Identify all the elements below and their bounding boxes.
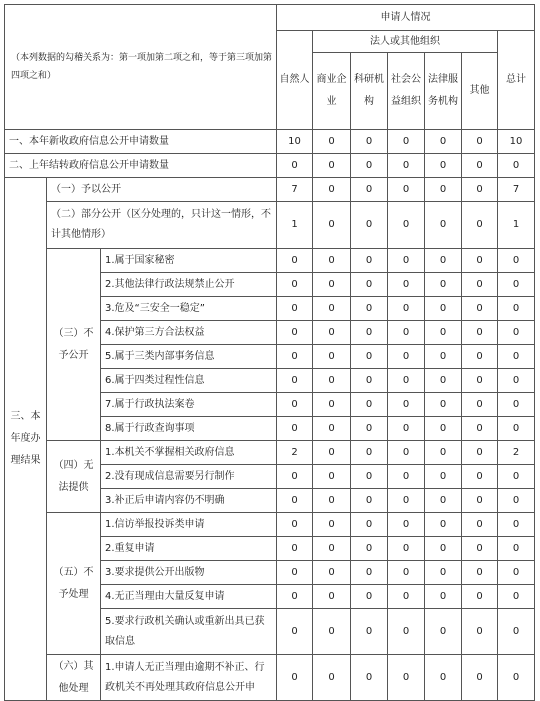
value-cell: 0 <box>277 249 313 273</box>
value-cell: 0 <box>277 321 313 345</box>
value-cell: 0 <box>462 297 498 321</box>
value-cell: 0 <box>277 369 313 393</box>
value-cell: 0 <box>351 489 388 513</box>
value-cell: 0 <box>388 537 425 561</box>
value-cell: 0 <box>351 202 388 249</box>
value-cell: 0 <box>462 441 498 465</box>
legal-group-header: 法人或其他组织 <box>313 31 498 53</box>
value-cell: 0 <box>462 417 498 441</box>
value-cell: 0 <box>498 154 535 178</box>
value-cell: 0 <box>462 489 498 513</box>
value-cell: 0 <box>313 393 351 417</box>
value-cell: 0 <box>351 369 388 393</box>
value-cell: 0 <box>498 273 535 297</box>
value-cell: 0 <box>351 609 388 655</box>
value-cell: 0 <box>313 130 351 154</box>
value-cell: 0 <box>425 441 462 465</box>
value-cell: 0 <box>388 393 425 417</box>
item-label: 4.保护第三方合法权益 <box>101 321 277 345</box>
value-cell: 0 <box>425 345 462 369</box>
value-cell: 0 <box>425 537 462 561</box>
item-label: 1.信访举报投诉类申请 <box>101 513 277 537</box>
applicant-header: 申请人情况 <box>277 5 535 31</box>
value-cell: 0 <box>313 321 351 345</box>
value-cell: 0 <box>388 417 425 441</box>
value-cell: 0 <box>388 655 425 701</box>
value-cell: 0 <box>425 249 462 273</box>
value-cell: 0 <box>388 297 425 321</box>
item-label: 1.申请人无正当理由逾期不补正、行政机关不再处理其政府信息公开申 <box>101 655 277 701</box>
value-cell: 0 <box>425 513 462 537</box>
value-cell: 0 <box>498 655 535 701</box>
value-cell: 0 <box>462 655 498 701</box>
value-cell: 0 <box>351 561 388 585</box>
natural-person-header: 自然人 <box>277 31 313 130</box>
value-cell: 0 <box>351 130 388 154</box>
value-cell: 0 <box>388 441 425 465</box>
value-cell: 0 <box>313 465 351 489</box>
value-cell: 0 <box>351 513 388 537</box>
value-cell: 0 <box>498 609 535 655</box>
value-cell: 0 <box>462 393 498 417</box>
value-cell: 0 <box>498 489 535 513</box>
item-label: 3.危及“三安全一稳定” <box>101 297 277 321</box>
value-cell: 0 <box>313 154 351 178</box>
value-cell: 0 <box>498 393 535 417</box>
value-cell: 0 <box>388 249 425 273</box>
value-cell: 0 <box>388 609 425 655</box>
item-label: 5.属于三类内部事务信息 <box>101 345 277 369</box>
value-cell: 0 <box>351 297 388 321</box>
commercial-header: 商业企业 <box>313 53 351 130</box>
value-cell: 0 <box>425 321 462 345</box>
value-cell: 0 <box>462 273 498 297</box>
value-cell: 0 <box>462 585 498 609</box>
item-label: 2.其他法律行政法规禁止公开 <box>101 273 277 297</box>
value-cell: 0 <box>351 154 388 178</box>
value-cell: 0 <box>277 393 313 417</box>
row-partial-public-label: （二）部分公开（区分处理的，只计这一情形，不计其他情形） <box>47 202 277 249</box>
item-label: 3.要求提供公开出版物 <box>101 561 277 585</box>
item-label: 2.没有现成信息需要另行制作 <box>101 465 277 489</box>
value-cell: 0 <box>277 154 313 178</box>
value-cell: 0 <box>277 345 313 369</box>
group-other-processing-label: （六）其他处理 <box>47 655 101 701</box>
value-cell: 0 <box>498 321 535 345</box>
value-cell: 0 <box>351 393 388 417</box>
legal-service-header: 法律服务机构 <box>425 53 462 130</box>
row-public-label: （一）予以公开 <box>47 178 277 202</box>
item-label: 1.本机关不掌握相关政府信息 <box>101 441 277 465</box>
value-cell: 0 <box>498 297 535 321</box>
value-cell: 0 <box>388 585 425 609</box>
value-cell: 0 <box>425 369 462 393</box>
value-cell: 0 <box>425 273 462 297</box>
value-cell: 0 <box>351 465 388 489</box>
value-cell: 0 <box>313 178 351 202</box>
value-cell: 10 <box>277 130 313 154</box>
gov-info-disclosure-table <box>4 4 535 701</box>
value-cell: 0 <box>277 273 313 297</box>
item-label: 3.补正后申请内容仍不明确 <box>101 489 277 513</box>
item-label: 1.属于国家秘密 <box>101 249 277 273</box>
value-cell: 0 <box>425 585 462 609</box>
value-cell: 0 <box>462 345 498 369</box>
value-cell: 0 <box>462 369 498 393</box>
value-cell: 0 <box>351 417 388 441</box>
value-cell: 0 <box>388 489 425 513</box>
item-label: 5.要求行政机关确认或重新出具已获取信息 <box>101 609 277 655</box>
item-label: 7.属于行政执法案卷 <box>101 393 277 417</box>
value-cell: 0 <box>388 465 425 489</box>
value-cell: 0 <box>277 489 313 513</box>
row-new-requests-label: 一、本年新收政府信息公开申请数量 <box>5 130 277 154</box>
value-cell: 0 <box>388 561 425 585</box>
value-cell: 7 <box>498 178 535 202</box>
value-cell: 0 <box>425 465 462 489</box>
value-cell: 0 <box>462 321 498 345</box>
value-cell: 0 <box>313 273 351 297</box>
value-cell: 0 <box>388 273 425 297</box>
table-note: （本列数据的勾稽关系为：第一项加第二项之和，等于第三项加第四项之和） <box>5 5 277 130</box>
value-cell: 0 <box>313 369 351 393</box>
value-cell: 0 <box>388 369 425 393</box>
value-cell: 0 <box>351 655 388 701</box>
value-cell: 0 <box>313 249 351 273</box>
value-cell: 2 <box>498 441 535 465</box>
value-cell: 0 <box>313 655 351 701</box>
value-cell: 0 <box>462 537 498 561</box>
value-cell: 0 <box>277 465 313 489</box>
value-cell: 0 <box>313 585 351 609</box>
value-cell: 0 <box>277 417 313 441</box>
value-cell: 0 <box>313 202 351 249</box>
value-cell: 0 <box>462 154 498 178</box>
value-cell: 0 <box>462 465 498 489</box>
value-cell: 0 <box>277 609 313 655</box>
value-cell: 0 <box>388 154 425 178</box>
value-cell: 0 <box>351 273 388 297</box>
value-cell: 0 <box>498 369 535 393</box>
research-header: 科研机构 <box>351 53 388 130</box>
value-cell: 0 <box>462 513 498 537</box>
value-cell: 0 <box>462 561 498 585</box>
value-cell: 0 <box>425 130 462 154</box>
value-cell: 0 <box>425 655 462 701</box>
row-carryover-label: 二、上年结转政府信息公开申请数量 <box>5 154 277 178</box>
value-cell: 0 <box>498 585 535 609</box>
value-cell: 0 <box>388 202 425 249</box>
group-not-disclosed-label: （三）不予公开 <box>47 249 101 441</box>
item-label: 8.属于行政查询事项 <box>101 417 277 441</box>
value-cell: 0 <box>425 202 462 249</box>
value-cell: 0 <box>462 202 498 249</box>
section-results-label: 三、本年度办理结果 <box>5 178 47 701</box>
value-cell: 0 <box>498 465 535 489</box>
item-label: 6.属于四类过程性信息 <box>101 369 277 393</box>
value-cell: 0 <box>498 249 535 273</box>
value-cell: 0 <box>277 537 313 561</box>
value-cell: 0 <box>425 178 462 202</box>
value-cell: 0 <box>425 393 462 417</box>
value-cell: 0 <box>313 489 351 513</box>
value-cell: 10 <box>498 130 535 154</box>
item-label: 2.重复申请 <box>101 537 277 561</box>
value-cell: 0 <box>313 609 351 655</box>
value-cell: 0 <box>498 345 535 369</box>
value-cell: 0 <box>313 441 351 465</box>
value-cell: 0 <box>351 178 388 202</box>
value-cell: 0 <box>425 297 462 321</box>
value-cell: 7 <box>277 178 313 202</box>
social-header: 社会公益组织 <box>388 53 425 130</box>
value-cell: 0 <box>425 489 462 513</box>
value-cell: 0 <box>351 585 388 609</box>
value-cell: 0 <box>498 537 535 561</box>
value-cell: 0 <box>313 345 351 369</box>
value-cell: 0 <box>425 154 462 178</box>
value-cell: 0 <box>498 561 535 585</box>
value-cell: 0 <box>388 345 425 369</box>
value-cell: 0 <box>277 297 313 321</box>
value-cell: 0 <box>313 417 351 441</box>
value-cell: 0 <box>351 321 388 345</box>
value-cell: 1 <box>498 202 535 249</box>
value-cell: 0 <box>425 417 462 441</box>
group-not-processed-label: （五）不予处理 <box>47 513 101 655</box>
group-unable-provide-label: （四）无法提供 <box>47 441 101 513</box>
value-cell: 0 <box>388 130 425 154</box>
value-cell: 0 <box>313 297 351 321</box>
other-header: 其他 <box>462 53 498 130</box>
item-label: 4.无正当理由大量反复申请 <box>101 585 277 609</box>
value-cell: 0 <box>351 441 388 465</box>
value-cell: 2 <box>277 441 313 465</box>
value-cell: 0 <box>425 561 462 585</box>
value-cell: 0 <box>313 537 351 561</box>
value-cell: 0 <box>388 178 425 202</box>
value-cell: 0 <box>498 513 535 537</box>
value-cell: 0 <box>351 345 388 369</box>
value-cell: 0 <box>277 513 313 537</box>
value-cell: 0 <box>388 321 425 345</box>
value-cell: 0 <box>277 655 313 701</box>
value-cell: 0 <box>388 513 425 537</box>
total-header: 总计 <box>498 31 535 130</box>
value-cell: 0 <box>462 609 498 655</box>
value-cell: 0 <box>351 537 388 561</box>
value-cell: 0 <box>313 513 351 537</box>
value-cell: 0 <box>462 130 498 154</box>
value-cell: 1 <box>277 202 313 249</box>
value-cell: 0 <box>351 249 388 273</box>
value-cell: 0 <box>498 417 535 441</box>
value-cell: 0 <box>462 178 498 202</box>
value-cell: 0 <box>425 609 462 655</box>
value-cell: 0 <box>277 585 313 609</box>
value-cell: 0 <box>462 249 498 273</box>
value-cell: 0 <box>313 561 351 585</box>
value-cell: 0 <box>277 561 313 585</box>
